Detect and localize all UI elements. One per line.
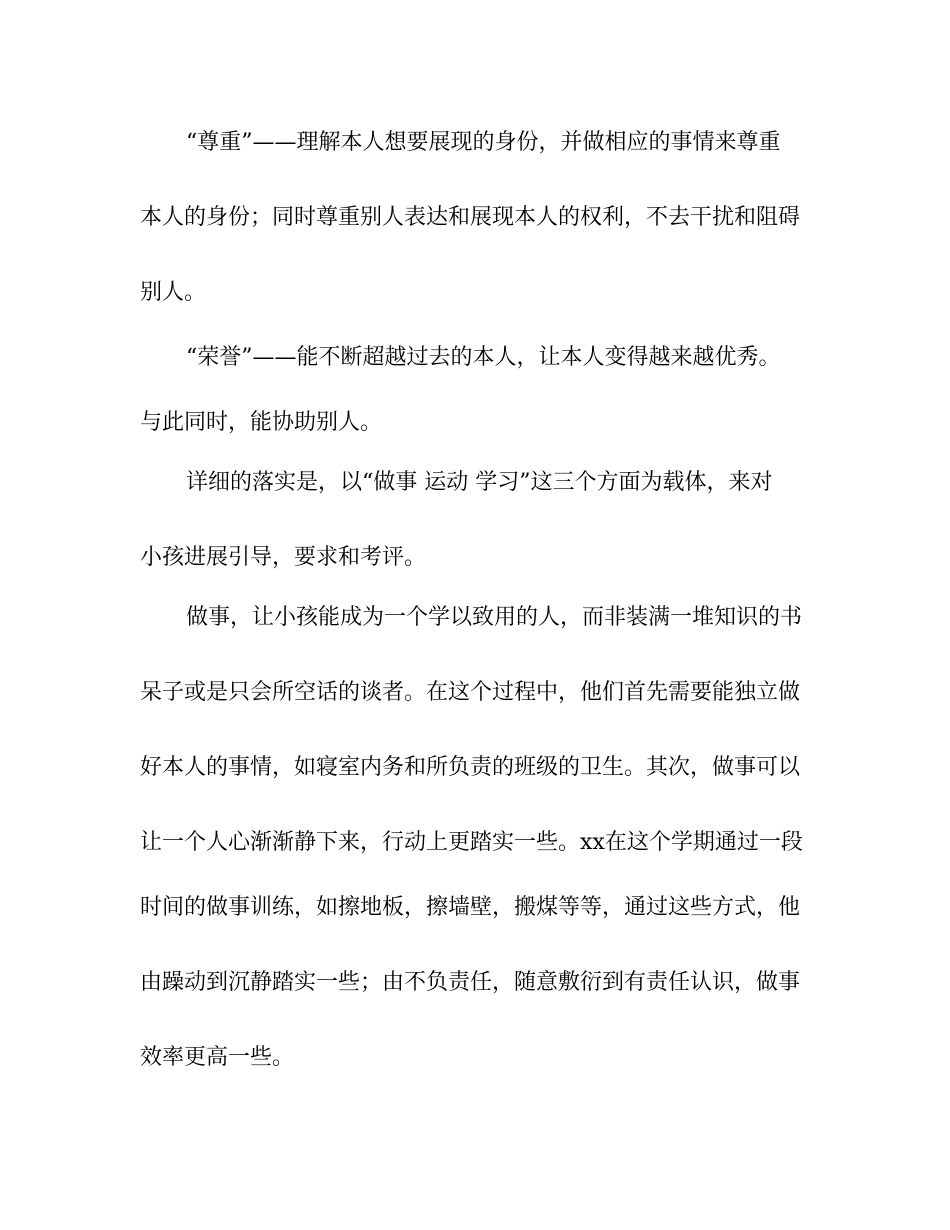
paragraph-doing-things-line-7: 效率更高一些。 bbox=[140, 1045, 295, 1070]
paragraph-respect-line-2: 本人的身份；同时尊重别人表达和展现本人的权利，不去干扰和阻碍 bbox=[140, 205, 801, 230]
paragraph-respect-line-3: 别人。 bbox=[140, 280, 207, 305]
paragraph-doing-things-line-1: 做事，让小孩能成为一个学以致用的人，而非装满一堆知识的书 bbox=[186, 605, 803, 630]
paragraph-doing-things-line-3: 好本人的事情，如寝室内务和所负责的班级的卫生。其次，做事可以 bbox=[140, 755, 801, 780]
paragraph-honor-line-1: “荣誉”——能不断超越过去的本人，让本人变得越来越优秀。 bbox=[186, 345, 781, 370]
paragraph-doing-things-line-2: 呆子或是只会所空话的谈者。在这个过程中，他们首先需要能独立做 bbox=[140, 680, 801, 705]
paragraph-implementation-line-1: 详细的落实是，以“做事 运动 学习”这三个方面为载体，来对 bbox=[186, 470, 773, 495]
paragraph-respect-line-1: “尊重”——理解本人想要展现的身份，并做相应的事情来尊重 bbox=[186, 130, 781, 155]
paragraph-honor-line-2: 与此同时，能协助别人。 bbox=[140, 410, 383, 435]
paragraph-doing-things-line-6: 由躁动到沉静踏实一些；由不负责任，随意敷衍到有责任认识，做事 bbox=[140, 970, 801, 995]
paragraph-doing-things-line-5: 时间的做事训练，如擦地板，擦墙壁，搬煤等等，通过这些方式，他 bbox=[140, 895, 801, 920]
paragraph-doing-things-line-4: 让一个人心渐渐静下来，行动上更踏实一些。xx在这个学期通过一段 bbox=[140, 830, 803, 855]
paragraph-implementation-line-2: 小孩进展引导，要求和考评。 bbox=[140, 545, 427, 570]
